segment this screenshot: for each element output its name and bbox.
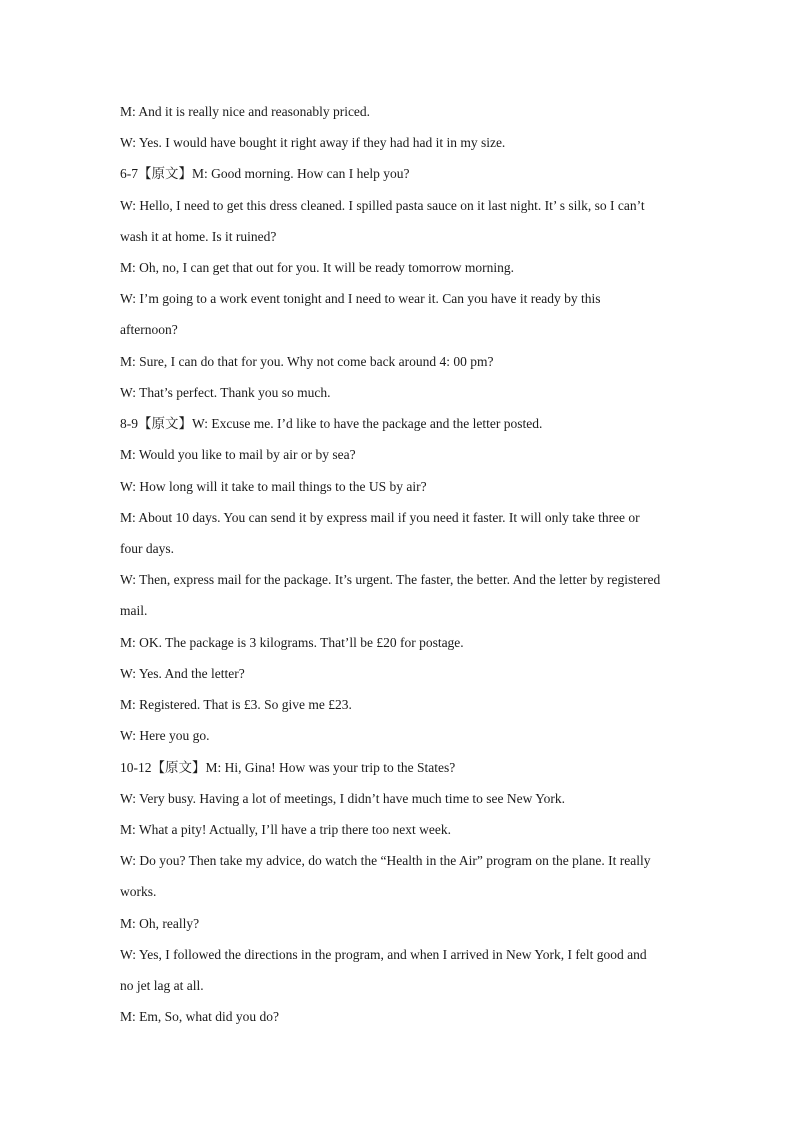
dialogue-line-continued: four days.	[120, 541, 174, 556]
dialogue-line: M: OK. The package is 3 kilograms. That’ll be £20 for postage.	[120, 635, 464, 650]
dialogue-line: M: Oh, no, I can get that out for you. It will be ready tomorrow morning.	[120, 260, 515, 275]
dialogue-line: W: Yes. I would have bought it right away if they had had it in my size.	[120, 135, 506, 150]
dialogue-line-continued: wash it at home. Is it ruined?	[120, 229, 277, 244]
dialogue-line: M: And it is really nice and reasonably priced.	[120, 104, 371, 119]
dialogue-line: M: Em, So, what did you do?	[120, 1009, 279, 1024]
dialogue-line: W: Then, express mail for the package. It’s urgent. The faster, the better. And the letter by registered	[120, 572, 661, 587]
dialogue-line: W: Here you go.	[120, 728, 210, 743]
dialogue-line: W: Yes. And the letter?	[120, 666, 245, 681]
dialogue-line: W: That’s perfect. Thank you so much.	[120, 385, 331, 400]
dialogue-line: W: Yes, I followed the directions in the program, and when I arrived in New York, I felt good and	[120, 947, 647, 962]
section-heading-10-12: 10-12【原文】M: Hi, Gina! How was your trip to the States?	[120, 760, 456, 775]
dialogue-line: M: Registered. That is £3. So give me £23.	[120, 697, 352, 712]
section-heading-6-7: 6-7【原文】M: Good morning. How can I help you?	[120, 166, 410, 181]
dialogue-line: W: Very busy. Having a lot of meetings, I didn’t have much time to see New York.	[120, 791, 566, 806]
dialogue-line: W: How long will it take to mail things to the US by air?	[120, 479, 427, 494]
dialogue-line: M: Would you like to mail by air or by sea?	[120, 447, 356, 462]
dialogue-line: W: Do you? Then take my advice, do watch the “Health in the Air” program on the plane. It really	[120, 853, 651, 868]
dialogue-line-continued: afternoon?	[120, 322, 178, 337]
dialogue-line: M: What a pity! Actually, I’ll have a trip there too next week.	[120, 822, 452, 837]
section-heading-8-9: 8-9【原文】W: Excuse me. I’d like to have the package and the letter posted.	[120, 416, 543, 431]
dialogue-line-continued: works.	[120, 884, 157, 899]
dialogue-line: M: Sure, I can do that for you. Why not come back around 4: 00 pm?	[120, 354, 494, 369]
dialogue-line: M: About 10 days. You can send it by express mail if you need it faster. It will only take three or	[120, 510, 640, 525]
dialogue-line-continued: mail.	[120, 603, 148, 618]
dialogue-line: W: Hello, I need to get this dress cleaned. I spilled pasta sauce on it last night. It’ s silk, so I can’t	[120, 198, 645, 213]
dialogue-line-continued: no jet lag at all.	[120, 978, 204, 993]
dialogue-line: W: I’m going to a work event tonight and I need to wear it. Can you have it ready by this	[120, 291, 601, 306]
dialogue-line: M: Oh, really?	[120, 916, 200, 931]
